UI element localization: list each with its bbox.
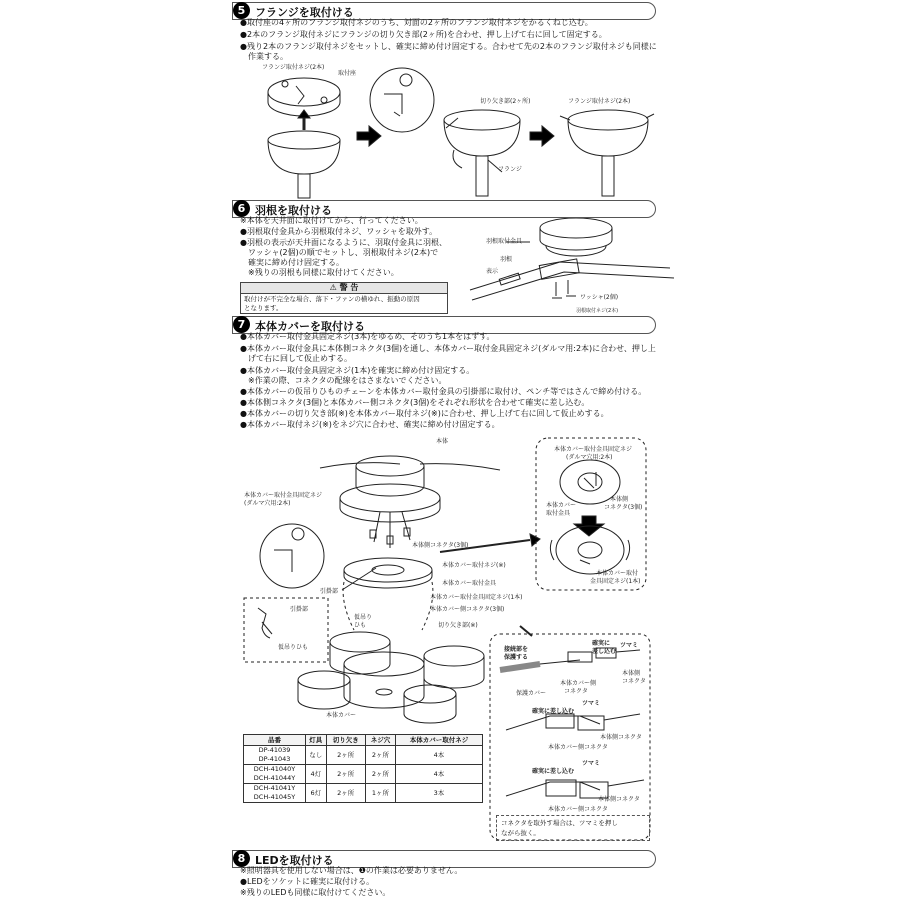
inset-label: コネクタ(3個) xyxy=(604,504,643,511)
label-flange-screw: フランジ取付ネジ(2本) xyxy=(262,64,325,71)
table-cell-models: DCH-41040Y DCH-41044Y xyxy=(244,765,306,784)
instruction-line: ※本体を天井面に取付けてから、行ってください。 xyxy=(240,216,423,225)
conn-label: 本体カバー側コネクタ xyxy=(548,744,608,751)
instruction-line: ●残り2本のフランジ取付ネジをセットし、確実に締め付け固定する。合わせて先の2本のフランジ取付ネジも同様に xyxy=(240,42,657,51)
section-title: LEDを取付ける xyxy=(255,854,334,867)
hook-shape xyxy=(258,608,270,638)
body-lower xyxy=(340,484,440,512)
table-cell: 2ヶ所 xyxy=(326,784,365,803)
table-header: 品番 xyxy=(244,735,306,746)
spec-table xyxy=(243,734,483,803)
warning-box xyxy=(240,282,448,314)
inset-label: 本体カバー取付金具固定ネジ xyxy=(554,446,633,453)
conn-label: コネクタ xyxy=(622,678,646,685)
flange-top xyxy=(268,131,340,149)
label-body-connector: 本体側コネクタ(3個) xyxy=(412,542,469,549)
pipe-3 xyxy=(602,156,614,196)
inset-label: 本体カバー取付 xyxy=(596,570,639,577)
instruction-line: 確実に締め付け固定する。 xyxy=(240,258,344,267)
flange-body-3 xyxy=(568,120,648,156)
instruction-line: ●本体カバー取付金具固定ネジ(3本)をゆるめ、そのうち1本をはずす。 xyxy=(240,332,495,341)
label-notch: 切り欠き部(※) xyxy=(438,622,478,629)
lamp-shade xyxy=(330,642,390,674)
instruction-line: ●羽根取付金具から羽根取付ネジ、ワッシャを取外す。 xyxy=(240,227,438,236)
label-blade-screw: 羽根取付ネジ(2本) xyxy=(576,308,619,314)
conn-label: 保護カバー xyxy=(516,690,547,697)
notch-path xyxy=(384,94,402,114)
cover-bracket-hole xyxy=(372,565,404,575)
label-hook: 引掛部 xyxy=(320,588,339,595)
protect-cover xyxy=(500,664,540,670)
conn-label: ツマミ xyxy=(620,642,639,649)
flange-screw xyxy=(321,97,327,103)
inset-label: 金具固定ネジ(1本) xyxy=(590,578,641,585)
warning-title: ⚠ 警 告 xyxy=(241,283,447,294)
table-cell: 2ヶ所 xyxy=(365,746,395,765)
label-cover: 本体カバー xyxy=(326,712,357,719)
section-number: 7 xyxy=(233,316,250,333)
label-mount-base: 取付座 xyxy=(338,70,357,77)
table-cell: なし xyxy=(306,746,326,765)
note-line: コネクタを取外す場合は、ツマミを押し xyxy=(501,819,618,827)
label-temp-string-sub: ひも xyxy=(354,622,367,629)
screw-detail xyxy=(292,528,304,540)
detail-arrow xyxy=(394,112,400,116)
conn-label: 本体カバー側 xyxy=(560,680,597,687)
fan-hub-bottom xyxy=(546,246,606,256)
instruction-line: ※残りの羽根も同様に取付けてください。 xyxy=(240,268,399,277)
inset-wires xyxy=(584,472,596,488)
rotate-arrow xyxy=(453,150,462,168)
conn-label: 本体側コネクタ xyxy=(598,796,640,803)
instruction-line: ●取付座の4ヶ所のフランジ取付ネジのうち、対面の2ヶ所のフランジ取付ネジをかるくねじ込む。 xyxy=(240,18,593,27)
instruction-line: ●羽根の表示が天井面になるように、羽取付金具に羽根、 xyxy=(240,238,447,247)
fan-hub xyxy=(540,228,612,250)
mount-base-top xyxy=(268,78,340,106)
body xyxy=(356,466,424,496)
instruction-line: ●本体カバー取付金具に本体側コネクタ(3個)を通し、本体カバー取付金具固定ネジ(ダルマ用:2本)に合わせ、押し上 xyxy=(240,344,656,353)
flange-ring xyxy=(568,110,648,130)
instruction-line: ※照明器具を使用しない場合は、❶の作業は必要ありません。 xyxy=(240,866,463,875)
inset-label: 本体側 xyxy=(610,496,629,503)
instruction-line: ●本体カバー取付金具固定ネジ(1本)を確実に締め付け固定する。 xyxy=(240,366,475,375)
table-row xyxy=(244,765,483,784)
label-blade-bracket: 羽根取付金具 xyxy=(486,238,523,245)
instruction-line: ●2本のフランジ取付ネジにフランジの切り欠き部(2ヶ所)を合わせ、押し上げて右に回して固定する。 xyxy=(240,30,607,39)
label-marking: 表示 xyxy=(486,268,499,275)
instruction-line: 作業する。 xyxy=(240,52,288,61)
cover-bracket xyxy=(344,558,432,582)
fan-top xyxy=(540,218,612,238)
hook-detail-box xyxy=(244,598,328,662)
label-flange-screw-2: フランジ取付ネジ(2本) xyxy=(568,98,631,105)
label-temp-string-2: 仮吊りひも xyxy=(278,644,309,651)
conn-label: 保護する xyxy=(504,654,529,661)
up-arrow-head xyxy=(298,110,310,118)
instruction-line: ●本体カバー取付ネジ(※)をネジ穴に合わせ、確実に締め付け固定する。 xyxy=(240,420,500,429)
instruction-line: ワッシャ(2個)の順でセットし、羽根取付ネジ(2本)で xyxy=(240,248,439,257)
flange-screw xyxy=(282,81,288,87)
conn-label: 本体側 xyxy=(622,670,641,677)
label-cover-bracket: 本体カバー取付金具 xyxy=(442,580,497,587)
table-row xyxy=(244,784,483,803)
table-cell: 4本 xyxy=(395,765,482,784)
label-bracket-screw: 本体カバー取付金具固定ネジ(1本) xyxy=(430,594,523,601)
conn-label: ツマミ xyxy=(582,700,601,707)
table-cell: 4灯 xyxy=(306,765,326,784)
flange-body xyxy=(268,140,340,174)
conn-label: コネクタ xyxy=(564,688,588,695)
label-hook-part: 引掛部 xyxy=(290,606,309,613)
pointer-head xyxy=(530,534,540,546)
table-header: 切り欠き xyxy=(326,735,365,746)
table-cell: 2ヶ所 xyxy=(326,765,365,784)
inset-bracket-hole xyxy=(578,473,602,491)
lamp-shade-top xyxy=(330,632,390,652)
instruction-line: ※残りのLEDも同様に取付けてください。 xyxy=(240,888,391,897)
instruction-line: ●LEDをソケットに確実に取付ける。 xyxy=(240,877,375,886)
table-cell-models: DCH-41041Y DCH-41045Y xyxy=(244,784,306,803)
lamp-shade xyxy=(298,680,350,709)
instruction-line: げて右に回して仮止めする。 xyxy=(240,354,352,363)
label-body: 本体 xyxy=(436,438,449,445)
lamp-shade xyxy=(404,694,456,723)
label-cover-connector: 本体カバー側コネクタ(3個) xyxy=(430,606,505,613)
label-blade: 羽根 xyxy=(500,256,513,263)
conn-label: 接続部を xyxy=(504,646,529,653)
rotate-arrows xyxy=(550,540,629,560)
inset-label: (ダルマ穴用:2本) xyxy=(566,454,613,461)
connector-d xyxy=(578,716,604,730)
inset-label: 本体カバー xyxy=(546,502,577,509)
cable-pack xyxy=(506,782,600,796)
conn-label: 確実に差し込む xyxy=(532,708,575,715)
flange-body-2 xyxy=(444,120,520,156)
cover xyxy=(344,664,424,708)
lamp-shade-top xyxy=(298,671,350,689)
cable xyxy=(608,780,644,786)
cable xyxy=(616,650,640,652)
inset-bracket-hole-2 xyxy=(578,542,602,558)
notch-path xyxy=(274,550,292,572)
blade-bracket xyxy=(539,259,579,279)
table-header: ネジ穴 xyxy=(365,735,395,746)
lamp-shade-top xyxy=(424,646,484,666)
note-line: ながら抜く。 xyxy=(501,829,540,837)
table-cell: 2ヶ所 xyxy=(365,765,395,784)
table-cell: 3本 xyxy=(395,784,482,803)
wires xyxy=(374,512,410,548)
screw-lines xyxy=(556,280,568,296)
label-temp-string: 仮吊り xyxy=(354,614,373,621)
washers xyxy=(552,296,576,298)
label-notch: 切り欠き部(2ヶ所) xyxy=(480,98,531,105)
conn-label: 本体側コネクタ xyxy=(600,734,642,741)
conn-label: ツマミ xyxy=(582,760,601,767)
arrow-right xyxy=(530,126,554,146)
table-header: 灯具 xyxy=(306,735,326,746)
cover-top xyxy=(344,652,424,676)
table-row xyxy=(244,746,483,765)
blade-lines xyxy=(320,463,500,470)
cover-center xyxy=(376,689,392,695)
section-number: 6 xyxy=(233,200,250,217)
pipe xyxy=(298,174,310,198)
section-title: 本体カバーを取付ける xyxy=(255,320,365,333)
instruction-line: ●本体側コネクタ(3個)と本体カバー側コネクタ(3個)をそれぞれ形状を合わせて確実に差し込む。 xyxy=(240,398,590,407)
connector-removal-note xyxy=(496,815,650,841)
instruction-line: ●本体カバーの仮吊りひものチェーンを本体カバー取付金具の引掛部に取付け、ペンチ等ではさんで締め付ける。 xyxy=(240,387,647,396)
body-top xyxy=(356,456,424,476)
conn-label: 確実に xyxy=(592,640,611,647)
section-title: 羽根を取付ける xyxy=(255,204,332,217)
arrow-right xyxy=(357,126,381,146)
table-cell: 2ヶ所 xyxy=(326,746,365,765)
lamp-shade-top xyxy=(404,685,456,703)
conn-label: 本体カバー側コネクタ xyxy=(548,806,608,813)
warning-text: 取付けが不完全な場合、落下・ファンの横ゆれ、振動の原因 xyxy=(244,295,420,303)
cable xyxy=(604,714,640,720)
label-cover-screw: 本体カバー取付ネジ(※) xyxy=(442,562,506,569)
label-flange: フランジ xyxy=(498,166,522,173)
inset-screw xyxy=(580,560,590,564)
instruction-line: ●本体カバーの切り欠き部(※)を本体カバー取付ネジ(※)に合わせ、押し上げて右に回して仮止めする。 xyxy=(240,409,609,418)
pipe-2 xyxy=(476,156,488,196)
table-cell: 1ヶ所 xyxy=(365,784,395,803)
warning-text: となります。 xyxy=(244,304,283,312)
table-cell-models: DP-41039 DP-41043 xyxy=(244,746,306,765)
wire xyxy=(296,86,304,104)
section-title: フランジを取付ける xyxy=(255,6,354,19)
label-daruma-screw: 本体カバー取付金具固定ネジ xyxy=(244,492,323,499)
conn-label: 差し込む xyxy=(592,648,617,655)
table-cell: 4本 xyxy=(395,746,482,765)
table-cell: 6灯 xyxy=(306,784,326,803)
conn-label: 確実に差し込む xyxy=(532,768,575,775)
label-washer: ワッシャ(2個) xyxy=(580,294,619,301)
section-number: 8 xyxy=(233,850,250,867)
instruction-line: ※作業の際、コネクタの配線をはさまないでください。 xyxy=(240,376,447,385)
section-number: 5 xyxy=(233,2,250,19)
lamp-shade xyxy=(424,656,484,688)
table-header: 本体カバー取付ネジ xyxy=(395,735,482,746)
screw-detail xyxy=(400,74,412,86)
inset-label: 取付金具 xyxy=(546,510,571,517)
label-daruma-screw-sub: (ダルマ穴用:2本) xyxy=(244,500,291,507)
